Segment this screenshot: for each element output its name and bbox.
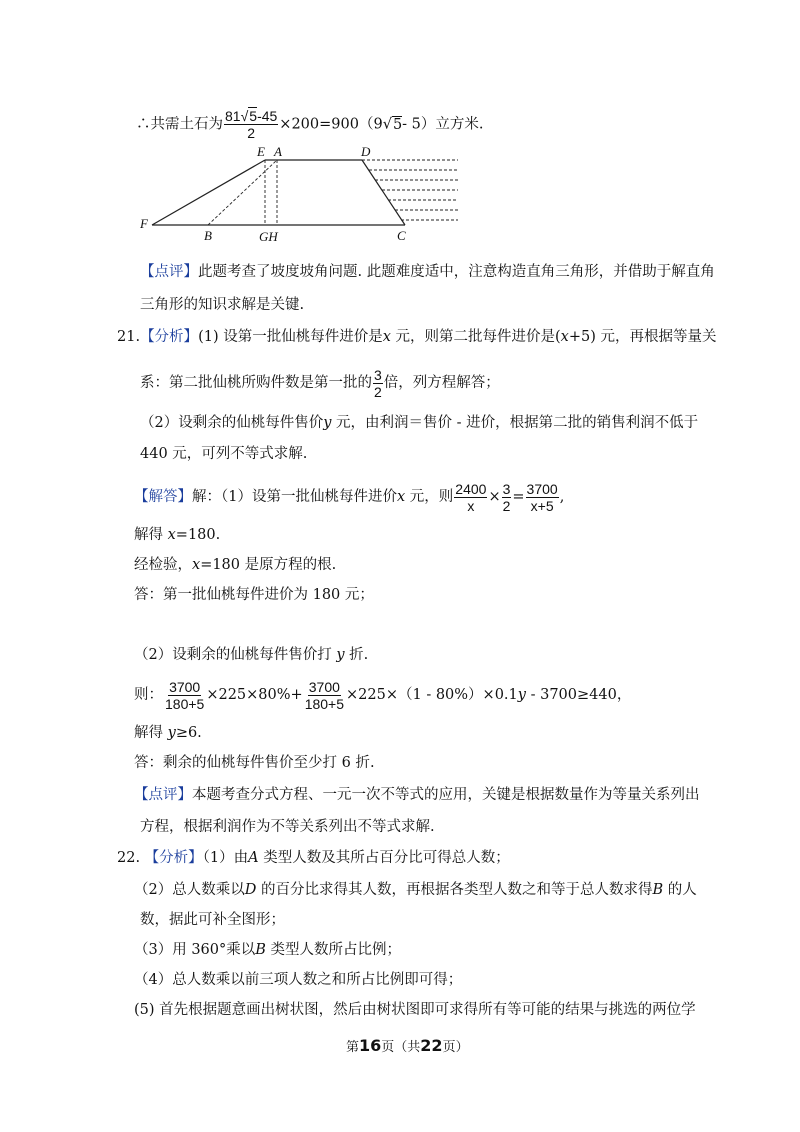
frac-den: x [467, 497, 475, 514]
footer-text: 页） [442, 1040, 469, 1055]
q21-comment-line1 [134, 785, 700, 805]
fraction-3-2b [502, 481, 512, 514]
q21-solution-line4 [134, 585, 374, 605]
frac-den: x+5 [530, 497, 554, 514]
comment-tag: 【点评】 [134, 787, 192, 803]
fraction-3700-185a [164, 679, 205, 712]
frac-num-radicand: 5 [249, 108, 258, 124]
text: 方程，根据利润作为不等关系列出不等式求解. [140, 819, 435, 835]
fraction-2400-x [454, 481, 487, 514]
var: x [396, 489, 406, 505]
solution-tag: 【解答】 [134, 489, 192, 505]
analysis-tag: 【分析】 [140, 329, 199, 345]
frac-num: 3700 [308, 678, 340, 695]
text: （2）设剩余的仙桃每件售价 [140, 415, 324, 431]
text: (1) 设第一批仙桃每件进价是 [198, 329, 383, 345]
footer-text: 页（共 [381, 1040, 421, 1055]
var: y [517, 687, 526, 703]
q21-comment-line2 [140, 817, 435, 837]
text: 答：剩余的仙桃每件售价至少打 6 折. [134, 755, 375, 771]
text: 解得 [134, 527, 168, 543]
text: （1）由 [202, 850, 249, 866]
label-f: F [140, 216, 148, 231]
var: B [255, 942, 266, 958]
var: x [382, 329, 391, 345]
comment-text: 三角形的知识求解是关键. [140, 297, 305, 313]
text: 本题考查分式方程、一元一次不等式的应用，关键是根据数量作为等量关系列出 [192, 787, 700, 803]
comment-tag: 【点评】 [140, 264, 198, 280]
text: 元，由利润＝售价 - 进价，根据第二批的销售利润不低于 [331, 415, 699, 431]
var: y [323, 415, 332, 431]
q22-analysis-line4 [134, 940, 401, 960]
q21-solution-line6 [134, 678, 631, 712]
text: ×225×（1 - 80%）×0.1 [346, 687, 518, 703]
q22-analysis-line3 [140, 910, 285, 930]
page-footer [346, 1036, 469, 1055]
var: y [167, 725, 176, 741]
text: - 3700≥440， [525, 687, 632, 703]
frac-num: 3700 [526, 480, 558, 497]
text: +5) 元，再根据等量关 [568, 329, 717, 345]
q22-analysis-line6 [134, 1000, 696, 1020]
frac-num-b: -45 [257, 108, 278, 124]
text: 系：第二批仙桃所购件数是第一批的 [140, 375, 372, 391]
page-number: 16 [359, 1036, 382, 1055]
text: (5) 首先根据题意画出树状图，然后由树状图即可求得所有等可能的结果与挑选的两位学 [134, 1002, 696, 1018]
slope-fe [152, 160, 265, 225]
fraction-earth: $\frac{81√5-45}{2}$ [225, 108, 278, 141]
var: D [244, 882, 257, 898]
line1-radicand: 5 [392, 116, 403, 133]
text: ×225×80%+ [206, 687, 303, 703]
var: y [336, 647, 345, 663]
footer-text: 第 [346, 1040, 360, 1055]
q20-comment-line1 [140, 262, 715, 282]
text: 倍，列方程解答； [383, 375, 500, 391]
text: × [488, 489, 501, 505]
text: 的人 [663, 882, 697, 898]
slope-dc [362, 160, 405, 225]
fraction-3700-185b [304, 679, 345, 712]
frac-den: 180+5 [165, 695, 205, 712]
label-e: E [257, 144, 265, 159]
q21-solution-line3 [134, 555, 336, 575]
frac-num: 3 [502, 480, 511, 497]
q22-analysis-line5 [134, 970, 462, 990]
text: , [559, 489, 565, 505]
text: 的百分比求得其人数，再根据各类型人数之和等于总人数求得 [256, 882, 653, 898]
var: x [167, 527, 176, 543]
dashed-ba [208, 160, 277, 225]
frac-den: 2 [502, 497, 511, 514]
q21-analysis-line1 [117, 327, 717, 347]
question-number: 21. [117, 329, 141, 345]
text: 经检验， [134, 557, 192, 573]
q20-comment-line2 [140, 295, 304, 315]
text: （2）设剩余的仙桃每件售价打 [134, 647, 337, 663]
var: A [248, 850, 259, 866]
label-b: B [204, 228, 212, 243]
frac-num-a: 81 [225, 108, 241, 124]
var: B [652, 882, 664, 898]
q21-solution-line2 [134, 525, 220, 545]
text: 元，则第二批每件进价是( [390, 329, 561, 345]
text: 元，则 [405, 489, 454, 505]
frac-num: 3700 [169, 678, 201, 695]
text: 数，据此可补全图形； [140, 912, 285, 928]
fraction-3700-x5 [526, 481, 559, 514]
q21-solution-line1 [134, 480, 564, 514]
var: x [560, 329, 569, 345]
line1-prefix: ∴共需土石为 [136, 116, 223, 133]
line1-mid: ×200=900（9 [279, 116, 383, 133]
text: 类型人数所占比例； [265, 942, 402, 958]
label-gh: GH [259, 229, 278, 244]
text: （2）总人数乘以 [134, 882, 245, 898]
total-earth-line: ∴共需土石为 $\frac{81√5-45}{2}$ ×200=900（9√5- 5）立方米. [136, 108, 484, 141]
text: 答：第一批仙桃每件进价为 180 元； [134, 587, 374, 603]
question-number: 22. [117, 850, 141, 866]
text: （3）用 360°乘以 [134, 942, 256, 958]
q21-solution-line7 [134, 723, 202, 743]
comment-text: 此题考查了坡度坡角问题. 此题难度适中，注意构造直角三角形，并借助于解直角 [198, 264, 715, 280]
label-d: D [361, 144, 371, 159]
analysis-tag: 【分析】 [144, 850, 203, 866]
fraction-3-2 [373, 367, 383, 400]
text: 解：（1）设第一批仙桃每件进价 [192, 489, 397, 505]
text: ≥6. [175, 725, 202, 741]
var: x [192, 557, 201, 573]
label-a: A [274, 144, 282, 159]
text: 类型人数及其所占百分比可得总人数； [258, 850, 510, 866]
q21-analysis-line3 [140, 413, 698, 433]
text: （4）总人数乘以前三项人数之和所占比例即可得； [134, 972, 463, 988]
text: =180. [175, 527, 221, 543]
text: = [512, 489, 525, 505]
q21-analysis-line2 [140, 366, 500, 400]
q21-solution-line8 [134, 753, 375, 773]
q22-analysis-line1 [117, 848, 510, 868]
text: 折. [344, 647, 369, 663]
total-pages: 22 [420, 1036, 443, 1055]
text: 则： [134, 687, 163, 703]
label-c: C [397, 228, 406, 243]
frac-num: 3 [374, 366, 382, 383]
text: 440 元，可列不等式求解. [140, 446, 308, 462]
text: =180 是原方程的根. [200, 557, 337, 573]
frac-num: 2400 [455, 480, 487, 497]
frac-den: 180+5 [304, 695, 345, 712]
text: 解得 [134, 725, 168, 741]
line1-suffix: - 5）立方米. [402, 116, 484, 133]
q21-solution-line5 [134, 645, 368, 665]
q22-analysis-line2 [134, 880, 697, 900]
trapezoid-figure [140, 140, 470, 245]
frac-den: 2 [247, 125, 256, 141]
q21-analysis-line4 [140, 444, 307, 464]
frac-den: 2 [374, 383, 382, 400]
